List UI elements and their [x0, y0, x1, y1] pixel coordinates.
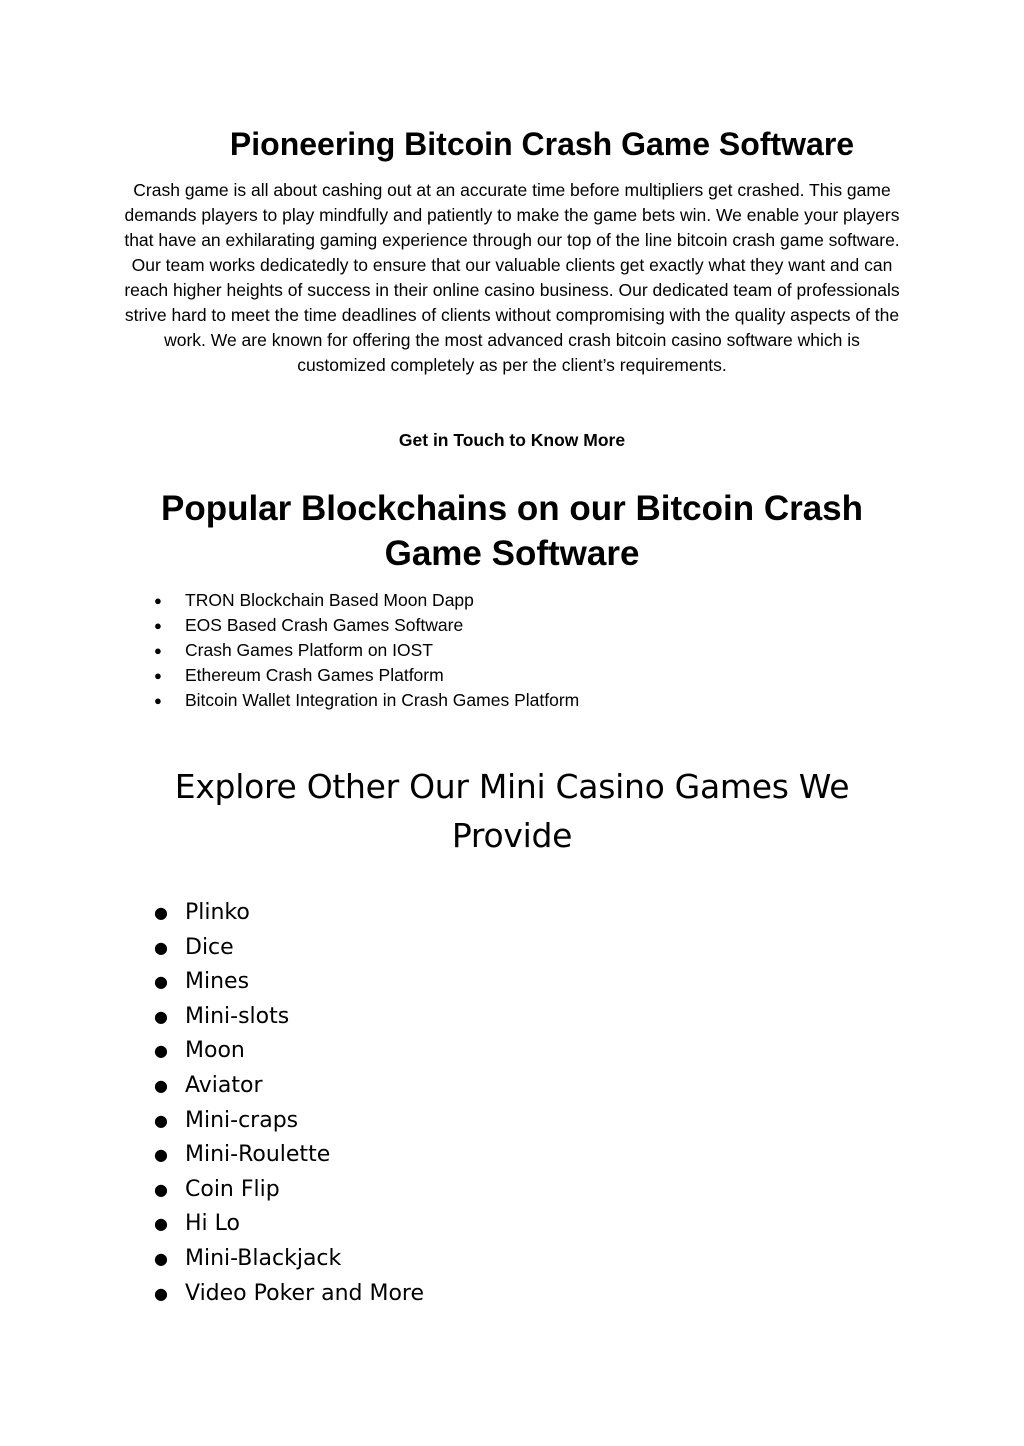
list-item-label: Crash Games Platform on IOST	[185, 640, 433, 660]
crash-section-title: Pioneering Bitcoin Crash Game Software	[229, 126, 855, 162]
list-item	[154, 1000, 424, 1035]
bullet-icon: ●	[154, 693, 162, 708]
bullet-icon: ●	[154, 1006, 168, 1026]
list-item	[154, 613, 579, 638]
bullet-icon: ●	[154, 937, 168, 957]
bullet-icon: ●	[154, 593, 162, 608]
list-item	[154, 663, 579, 688]
list-item	[154, 1173, 424, 1208]
get-in-touch-text: Get in Touch to Know More	[398, 430, 626, 450]
mini-games-list	[154, 896, 424, 1311]
list-item-label: Video Poker and More	[185, 1280, 425, 1306]
list-item-label: Mini-Roulette	[185, 1142, 331, 1168]
list-item	[154, 1138, 424, 1173]
list-item	[154, 1207, 424, 1242]
bullet-icon: ●	[154, 1179, 168, 1199]
list-item	[154, 931, 424, 966]
list-item-label: Mini-slots	[185, 1003, 290, 1029]
list-item	[154, 896, 424, 931]
list-item	[154, 688, 579, 713]
list-item-label: Hi Lo	[185, 1211, 240, 1237]
list-item-label: Ethereum Crash Games Platform	[185, 665, 444, 685]
bullet-icon: ●	[154, 618, 162, 633]
list-item-label: Bitcoin Wallet Integration in Crash Games Platform	[185, 690, 580, 710]
bullet-icon: ●	[154, 1110, 168, 1130]
list-item	[154, 1277, 424, 1312]
list-item	[154, 638, 579, 663]
bullet-icon: ●	[154, 668, 162, 683]
bullet-icon: ●	[154, 1041, 168, 1061]
bullet-icon: ●	[154, 643, 162, 658]
mini-games-section-title: Explore Other Our Mini Casino Games We Provide	[174, 767, 850, 855]
blockchains-list	[154, 588, 579, 713]
list-item-label: Mini-craps	[185, 1107, 299, 1133]
crash-section-body: Crash game is all about cashing out at an accurate time before multipliers get crashed. This game demands players to play mindfully and patiently to make the game bets win. We enable your players that have an exhilarating gaming experience through our top of the line bitcoin crash game software. Our team works dedicatedly to ensure that our valuable clients get exactly what they want and can reach higher heights of success in their online casino business. Our dedicated team of professionals strive hard to meet the time deadlines of clients without compromising with the quality aspects of the work. We are known for offering the most advanced crash bitcoin casino software which is customized completely as per the client’s requirements.	[124, 180, 900, 375]
bullet-icon: ●	[154, 1248, 168, 1268]
bullet-icon: ●	[154, 1145, 168, 1165]
list-item	[154, 1034, 424, 1069]
bullet-icon: ●	[154, 903, 168, 922]
list-item-label: EOS Based Crash Games Software	[185, 615, 464, 635]
list-item-label: Moon	[185, 1038, 245, 1064]
bullet-icon: ●	[154, 1283, 168, 1303]
list-item-label: Dice	[185, 934, 234, 960]
list-item-label: Mines	[185, 969, 250, 995]
blockchains-section-title: Popular Blockchains on our Bitcoin Crash Game Software	[160, 489, 864, 573]
list-item-label: TRON Blockchain Based Moon Dapp	[185, 590, 474, 610]
list-item-label: Plinko	[185, 900, 250, 925]
list-item	[154, 1104, 424, 1139]
list-item	[154, 588, 579, 613]
list-item	[154, 965, 424, 1000]
list-item	[154, 1242, 424, 1277]
bullet-icon: ●	[154, 1214, 168, 1234]
list-item-label: Coin Flip	[185, 1176, 280, 1202]
list-item-label: Aviator	[185, 1072, 263, 1098]
bullet-icon: ●	[154, 972, 168, 992]
list-item-label: Mini-Blackjack	[185, 1245, 342, 1271]
bullet-icon: ●	[154, 1075, 168, 1095]
list-item	[154, 1069, 424, 1104]
